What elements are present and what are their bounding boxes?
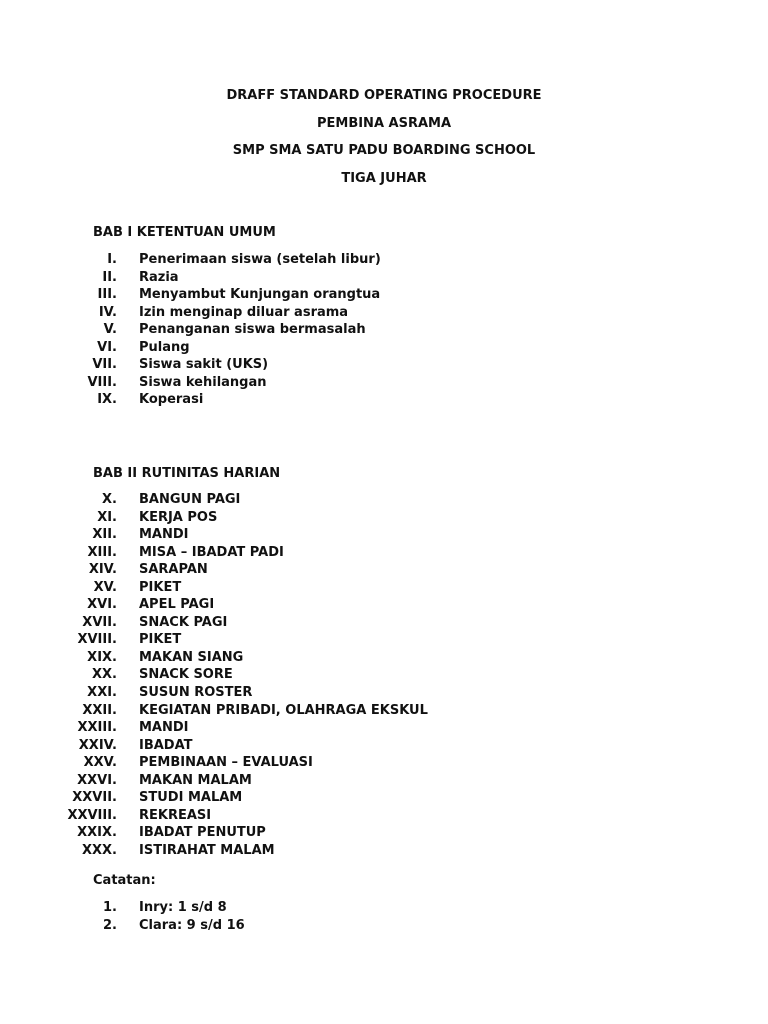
list-item-number: I.	[107, 252, 117, 267]
list-item-number: VIII.	[87, 374, 117, 390]
list-item-number: V.	[103, 322, 117, 338]
list-item	[0, 631, 768, 649]
list-item	[0, 339, 768, 357]
list-item	[0, 356, 768, 374]
list-item	[0, 789, 768, 807]
list-item-text: PIKET	[139, 579, 182, 595]
list-item-number: XXV.	[83, 755, 117, 771]
list-item-text: Siswa sakit (UKS)	[139, 357, 269, 373]
list-item	[0, 917, 768, 935]
list-item-number: XX.	[92, 667, 117, 683]
list-item	[0, 754, 768, 772]
list-item	[0, 842, 768, 860]
list-item-number: XXI.	[87, 685, 117, 701]
list-item-text: Razia	[139, 269, 179, 285]
list-item-text: SUSUN ROSTER	[139, 685, 253, 701]
list-item-text: Clara: 9 s/d 16	[139, 918, 245, 933]
list-item-number: XVI.	[87, 597, 117, 613]
list-item-text: KEGIATAN PRIBADI, OLAHRAGA EKSKUL	[139, 702, 428, 718]
list-item	[0, 737, 768, 755]
document-subtitle-role: PEMBINA ASRAMA	[316, 116, 452, 131]
list-item-number: XXIX.	[77, 825, 117, 841]
list-item	[0, 286, 768, 304]
list-item-text: MAKAN MALAM	[139, 772, 252, 788]
list-item-number: XVIII.	[77, 632, 117, 648]
list-item-text: MISA – IBADAT PADI	[139, 544, 284, 560]
list-item	[0, 702, 768, 720]
list-item	[0, 649, 768, 667]
list-item	[0, 491, 768, 509]
list-item-number: III.	[97, 287, 117, 303]
list-item-text: STUDI MALAM	[139, 790, 243, 806]
list-item-text: PIKET	[139, 632, 182, 648]
list-item-text: Pulang	[139, 339, 190, 355]
list-item	[0, 391, 768, 409]
list-item-number: XXIV.	[78, 737, 117, 753]
list-item-number: XI.	[97, 509, 117, 525]
list-item-number: 1.	[103, 900, 117, 915]
list-item-number: XV.	[93, 579, 117, 595]
list-item-number: VII.	[92, 357, 117, 373]
list-item	[0, 719, 768, 737]
list-item-text: SNACK PAGI	[139, 614, 228, 630]
list-item	[0, 561, 768, 579]
list-item	[0, 526, 768, 544]
document-subtitle-location: TIGA JUHAR	[341, 171, 427, 186]
list-item	[0, 544, 768, 562]
list-item-number: IX.	[97, 392, 117, 408]
list-item-text: MANDI	[139, 527, 189, 543]
list-item	[0, 321, 768, 339]
list-item-text: Izin menginap diluar asrama	[139, 304, 349, 320]
notes-list	[0, 899, 768, 935]
list-item-text: Siswa kehilangan	[139, 374, 267, 390]
list-item-text: BANGUN PAGI	[139, 492, 241, 507]
notes-heading: Catatan:	[93, 873, 156, 888]
list-item-number: X.	[102, 492, 117, 507]
list-item	[0, 269, 768, 287]
list-item-text: Menyambut Kunjungan orangtua	[139, 287, 381, 303]
list-item	[0, 579, 768, 597]
document-subtitle-school: SMP SMA SATU PADU BOARDING SCHOOL	[232, 143, 536, 158]
list-item	[0, 374, 768, 392]
list-item-text: SARAPAN	[139, 562, 208, 578]
list-item-text: Koperasi	[139, 392, 204, 408]
list-item-number: XXVIII.	[67, 807, 117, 823]
document-title: DRAFF STANDARD OPERATING PROCEDURE	[226, 88, 542, 103]
list-item	[0, 684, 768, 702]
list-item-number: XXX.	[81, 842, 117, 858]
list-item-number: XIII.	[87, 544, 117, 560]
list-item-text: MANDI	[139, 720, 189, 736]
list-item-text: PEMBINAAN – EVALUASI	[139, 755, 313, 771]
list-item-number: XXVII.	[72, 790, 117, 806]
list-item-number: XII.	[92, 527, 117, 543]
bab-1-list	[0, 251, 768, 409]
list-item	[0, 251, 768, 269]
list-item-number: IV.	[98, 304, 117, 320]
list-item-text: SNACK SORE	[139, 667, 233, 683]
list-item	[0, 304, 768, 322]
list-item-text: IBADAT	[139, 737, 193, 753]
section-heading-bab-1: BAB I KETENTUAN UMUM	[93, 225, 276, 240]
list-item	[0, 666, 768, 684]
bab-2-list	[0, 491, 768, 859]
list-item-text: ISTIRAHAT MALAM	[139, 842, 275, 858]
list-item	[0, 614, 768, 632]
section-heading-bab-2: BAB II RUTINITAS HARIAN	[93, 466, 281, 481]
list-item	[0, 772, 768, 790]
list-item-number: XIX.	[87, 649, 117, 665]
list-item	[0, 899, 768, 917]
list-item-text: MAKAN SIANG	[139, 649, 244, 665]
list-item-number: XIV.	[88, 562, 117, 578]
list-item-text: Inry: 1 s/d 8	[139, 900, 227, 915]
list-item-number: VI.	[97, 339, 117, 355]
list-item-number: II.	[102, 269, 117, 285]
list-item-text: Penanganan siswa bermasalah	[139, 322, 366, 338]
list-item-number: XVII.	[82, 614, 117, 630]
list-item-number: XXIII.	[77, 720, 117, 736]
list-item-number: XXVI.	[77, 772, 117, 788]
list-item	[0, 807, 768, 825]
list-item	[0, 596, 768, 614]
list-item-text: REKREASI	[139, 807, 212, 823]
list-item-number: 2.	[103, 918, 117, 933]
list-item-text: IBADAT PENUTUP	[139, 825, 266, 841]
list-item	[0, 509, 768, 527]
list-item-text: APEL PAGI	[139, 597, 215, 613]
list-item-text: KERJA POS	[139, 509, 218, 525]
list-item-number: XXII.	[82, 702, 117, 718]
list-item-text: Penerimaan siswa (setelah libur)	[139, 252, 381, 267]
list-item	[0, 824, 768, 842]
